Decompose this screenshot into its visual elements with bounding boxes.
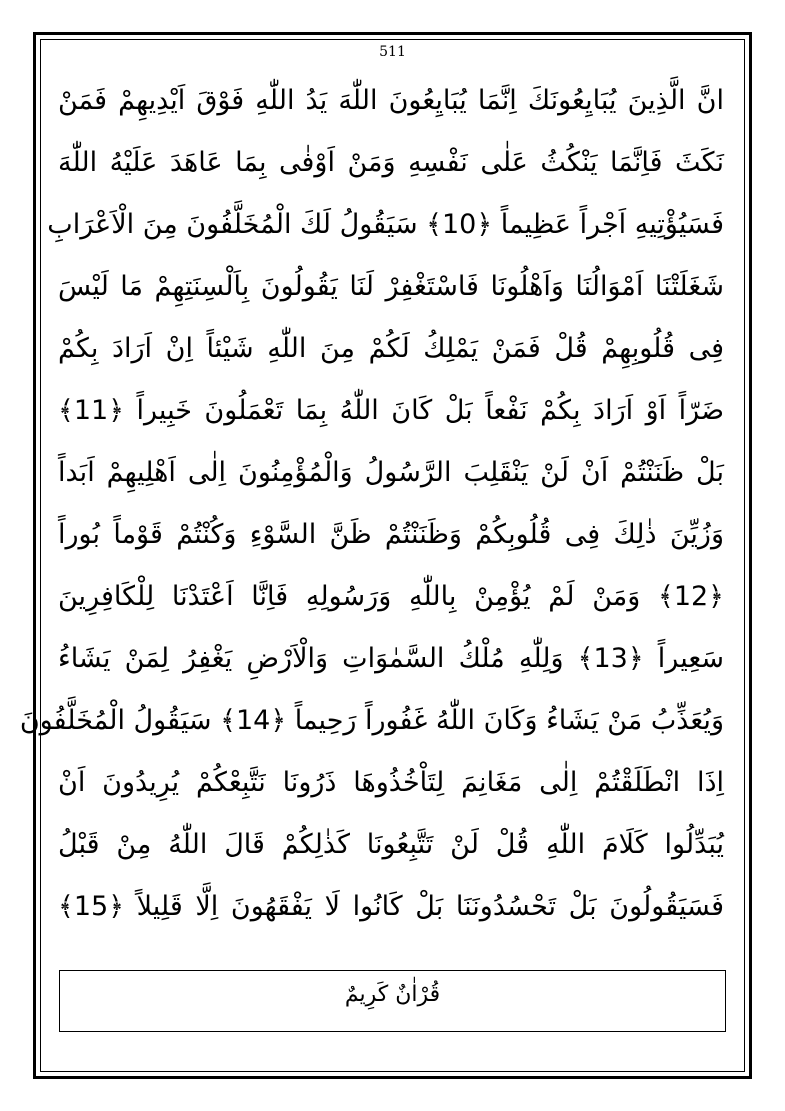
verse-line: ضَرّاً اَوْ اَرَادَ بِكُمْ نَفْعاً بَلْ كَانَ اللّٰهُ بِمَا تَعْمَلُونَ خَبِيراً ﴿11﴾ <box>58 395 724 426</box>
verse-line: وَزُيِّنَ ذٰلِكَ فِى قُلُوبِكُمْ وَظَنَنْتُمْ ظَنَّ السَّوْءِ وَكُنْتُمْ قَوْماً بُوراً <box>58 519 724 550</box>
verse-line: وَيُعَذِّبُ مَنْ يَشَاءُ وَكَانَ اللّٰهُ غَفُوراً رَحِيماً ﴿14﴾ سَيَقُولُ الْمُخَلَّفُونَ <box>19 705 724 736</box>
verse-line: ﴿12﴾ وَمَنْ لَمْ يُؤْمِنْ بِاللّٰهِ وَرَسُولِهِ فَاِنَّا اَعْتَدْنَا لِلْكَافِرِينَ <box>58 581 724 612</box>
verse-line: نَكَثَ فَاِنَّمَا يَنْكُثُ عَلٰى نَفْسِهِ وَمَنْ اَوْفٰى بِمَا عَاهَدَ عَلَيْهُ اللّٰهَ <box>58 147 724 178</box>
page-number: 511 <box>379 44 406 60</box>
verse-line: سَعِيراً ﴿13﴾ وَلِلّٰهِ مُلْكُ السَّمٰوَاتِ وَالْاَرْضِ يَغْفِرُ لِمَنْ يَشَاءُ <box>58 643 724 674</box>
verse-line: يُبَدِّلُوا كَلَامَ اللّٰهِ قُلْ لَنْ تَتَّبِعُونَا كَذٰلِكُمْ قَالَ اللّٰهُ مِنْ قَبْلُ <box>58 829 724 860</box>
verse-line: شَغَلَتْنَا اَمْوَالُنَا وَاَهْلُونَا فَاسْتَغْفِرْ لَنَا يَقُولُونَ بِاَلْسِنَتِهِمْ مَا لَيْسَ <box>58 271 724 302</box>
verse-line: فَسَيُؤْتِيهِ اَجْراً عَظِيماً ﴿10﴾ سَيَقُولُ لَكَ الْمُخَلَّفُونَ مِنَ الْاَعْرَابِ <box>47 209 724 240</box>
footer-title: قُرْاٰنٌ كَرِيمٌ <box>344 982 441 1007</box>
verse-line: فِى قُلُوبِهِمْ قُلْ فَمَنْ يَمْلِكُ لَكُمْ مِنَ اللّٰهِ شَيْئاً اِنْ اَرَادَ بِكُمْ <box>58 333 724 364</box>
verse-line: فَسَيَقُولُونَ بَلْ تَحْسُدُونَنَا بَلْ كَانُوا لَا يَفْقَهُونَ اِلَّا قَلِيلاً ﴿15﴾ <box>58 891 724 922</box>
verse-line: اِذَا انْطَلَقْتُمْ اِلٰى مَغَانِمَ لِتَاْخُذُوهَا ذَرُونَا نَتَّبِعْكُمْ يُرِيدُونَ اَنْ <box>58 767 724 798</box>
verse-line: بَلْ ظَنَنْتُمْ اَنْ لَنْ يَنْقَلِبَ الرَّسُولُ وَالْمُؤْمِنُونَ اِلٰى اَهْلِيهِمْ اَبَداً <box>58 457 724 488</box>
verse-line: انَّ الَّذِينَ يُبَايِعُونَكَ اِنَّمَا يُبَايِعُونَ اللّٰهَ يَدُ اللّٰهِ فَوْقَ اَيْدِيهِمْ فَمَنْ <box>58 85 724 116</box>
verse-text-block <box>19 70 724 950</box>
